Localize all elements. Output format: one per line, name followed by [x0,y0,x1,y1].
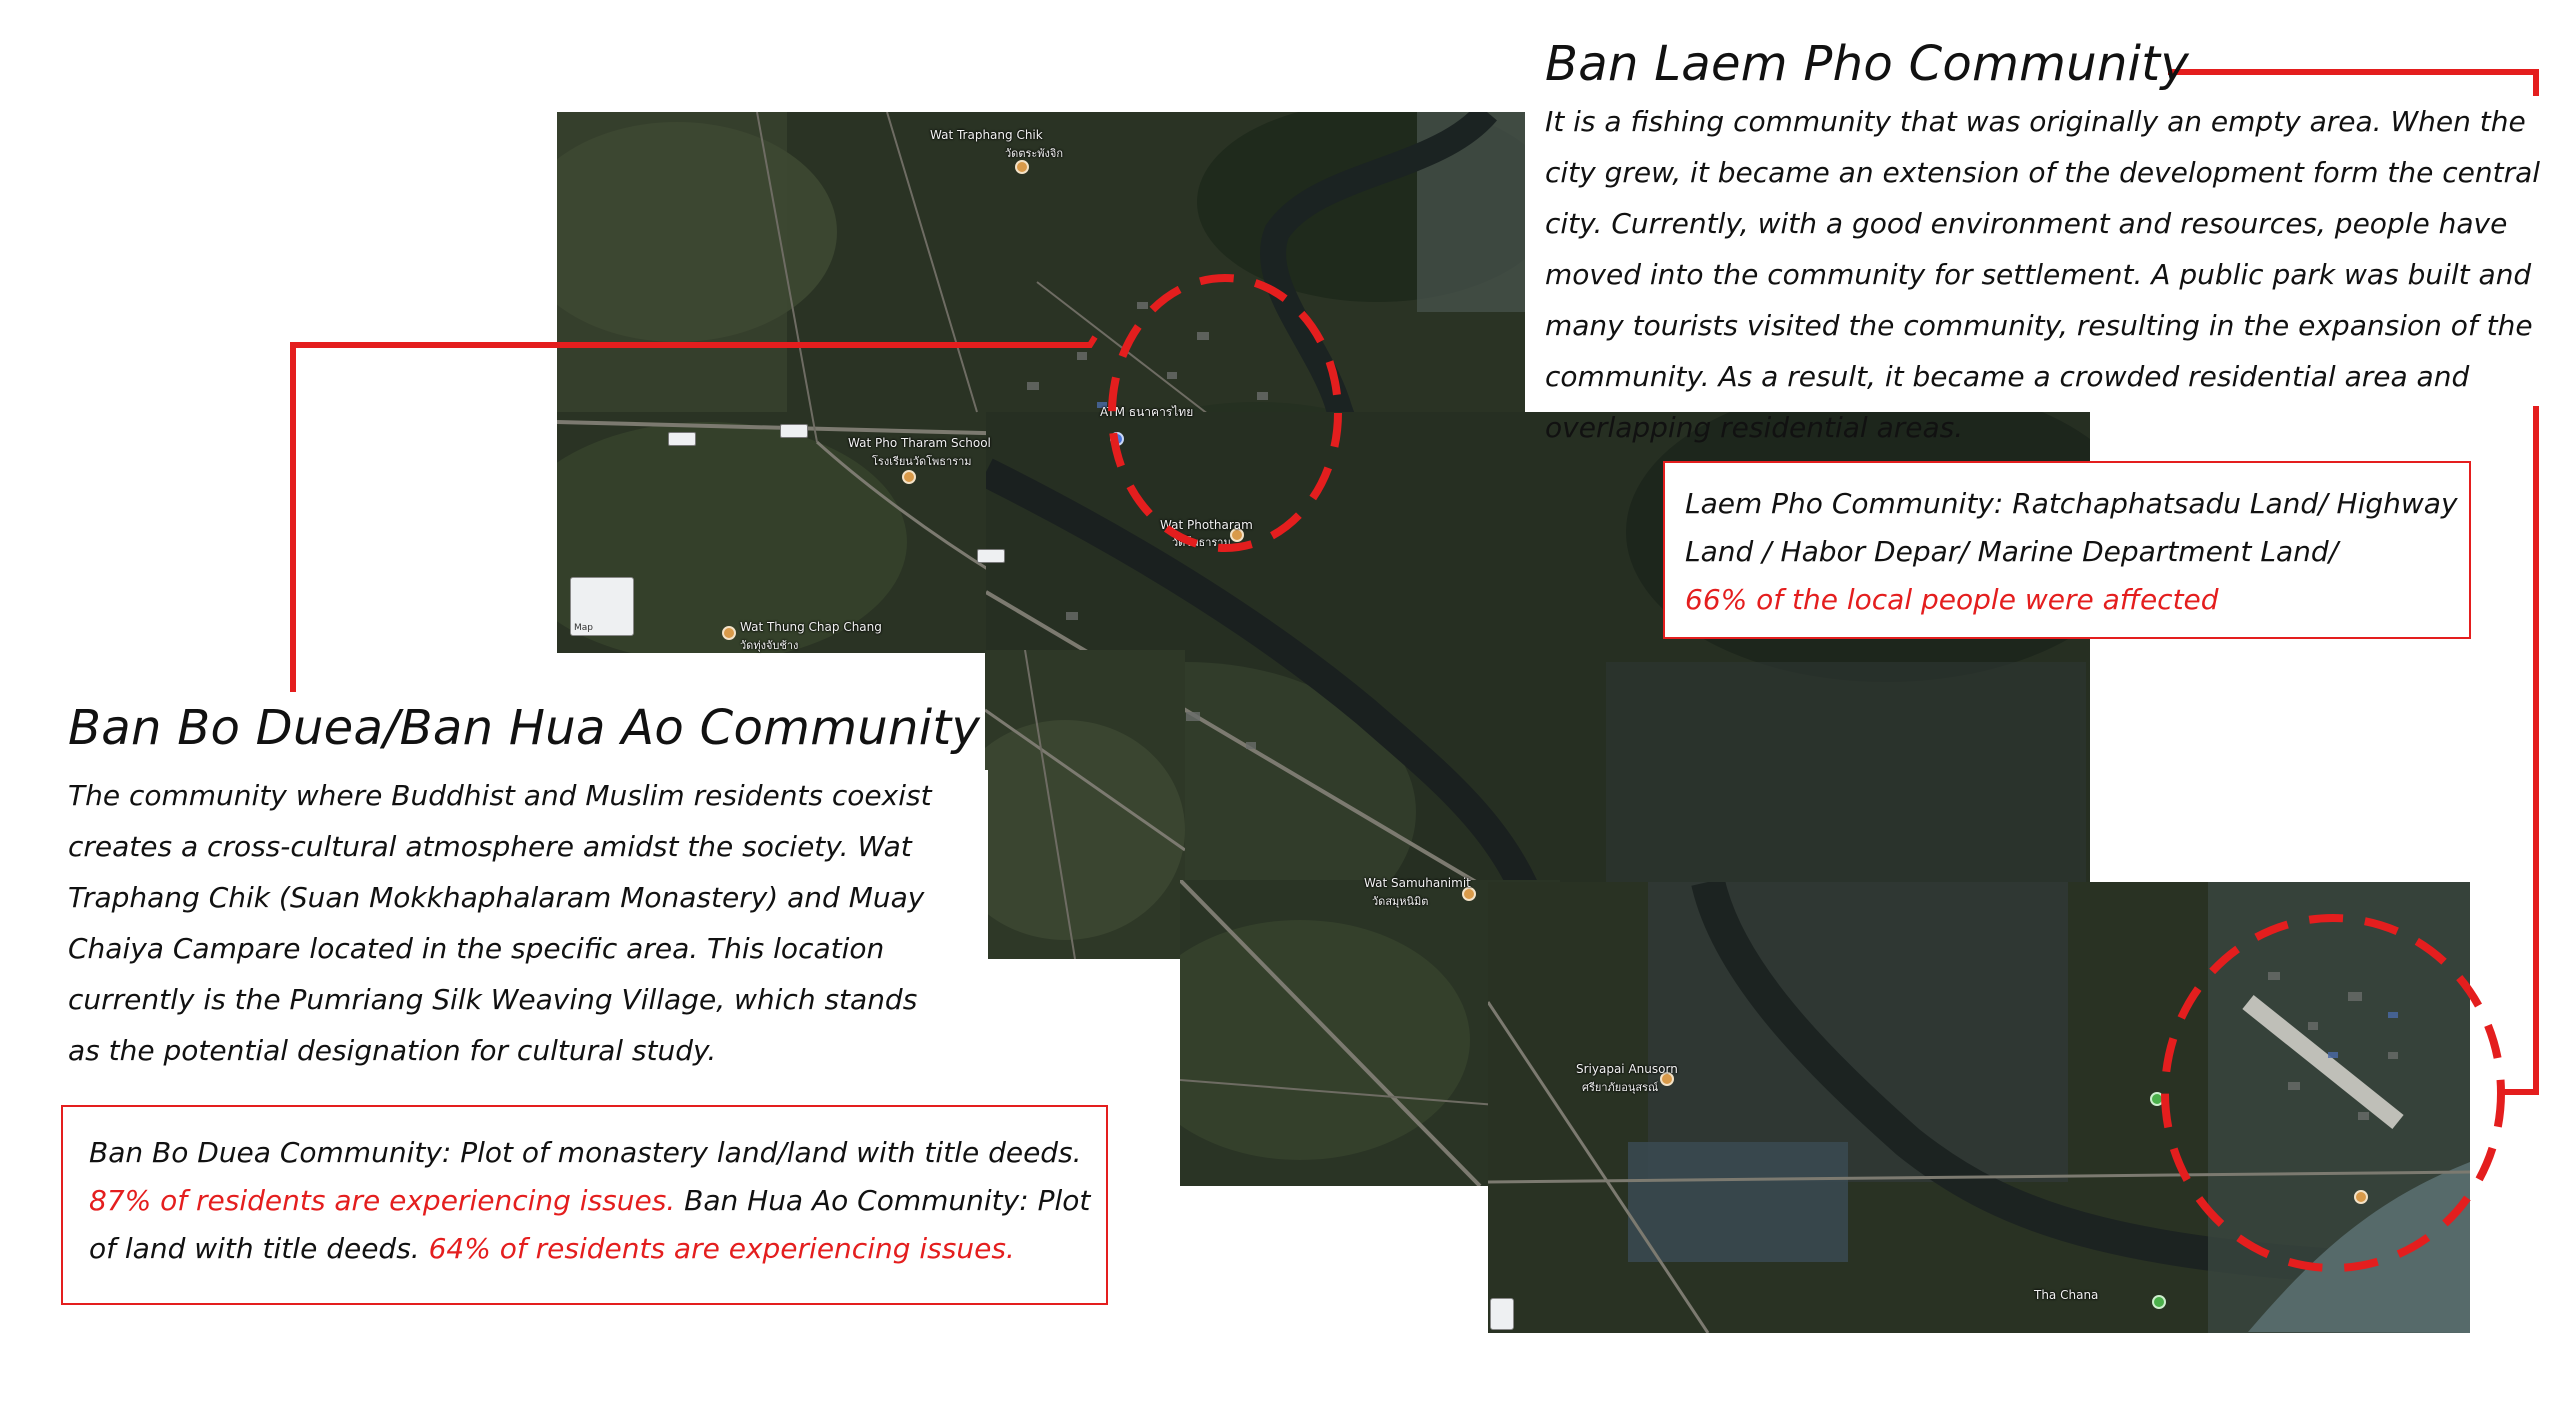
label-wat-thung-chap-chang-th: วัดทุ่งจับช้าง [740,639,799,652]
label-wat-thung-chap-chang: Wat Thung Chap Chang [740,620,882,634]
bo-duea-land-box [61,1105,1108,1305]
laem-pho-affected-stat: 66% of the local people were affected [1685,583,2219,616]
bo-duea-description-line: as the potential designation for cultural study. [68,1034,717,1067]
laem-pho-description-line: city grew, it became an extension of the development form the central [1545,156,2541,189]
laem-pho-description-line: overlapping residential areas. [1545,411,1964,444]
beach-marker-icon [2152,1295,2166,1309]
temple-marker-icon [1015,160,1029,174]
laem-pho-description-line: It is a fishing community that was originally an empty area. When the [1545,105,2526,138]
park-marker-icon [2150,1092,2164,1106]
label-wat-traphang-chik: Wat Traphang Chik [930,128,1043,142]
hua-ao-issues-stat: 64% of residents are experiencing issues. [428,1232,1015,1265]
bo-duea-description-line: Chaiya Campare located in the specific area. This location [68,932,885,965]
label-wat-samuhanimit-th: วัดสมุหนิมิต [1372,895,1429,908]
label-wat-photharam-th: วัดโพธาราม [1172,536,1231,549]
laem-pho-land-box [1663,461,2471,639]
hua-ao-land-text-cont: of land with title deeds. [89,1232,429,1265]
laem-pho-description-line: many tourists visited the community, resulting in the expansion of the [1545,309,2533,342]
laem-pho-title: Ban Laem Pho Community [1545,36,2190,92]
label-wat-photharam: Wat Photharam [1160,518,1253,532]
laem-pho-description-line: city. Currently, with a good environment and resources, people have [1545,207,2508,240]
bo-duea-description-line: creates a cross-cultural atmosphere amidst the society. Wat [68,830,912,863]
laem-pho-description [1545,96,2555,444]
label-wat-traphang-chik-th: วัดตระพังจิก [1005,147,1064,160]
bo-duea-description-line: The community where Buddhist and Muslim residents coexist [68,779,932,812]
bo-duea-description-line: Traphang Chik (Suan Mokkhaphalaram Monastery) and Muay [68,881,925,914]
bo-duea-description-line: currently is the Pumriang Silk Weaving Village, which stands [68,983,918,1016]
route-shield-icon [780,424,808,438]
coast-marker-icon [2354,1190,2368,1204]
laem-pho-land-line: Land / Habor Depar/ Marine Department Land/ [1685,535,2339,568]
map-button-label: Map [574,623,593,633]
hua-ao-land-text: Ban Hua Ao Community: Plot [675,1184,1091,1217]
bo-duea-description [68,770,988,1080]
satellite-imagery-coast [1488,882,2470,1333]
label-sriyapai-th: ศรียาภัยอนุสรณ์ [1582,1081,1659,1094]
satellite-panel-coast [1488,882,2470,1333]
wat-thung-chap-chang-marker-icon [722,626,736,640]
label-sriyapai: Sriyapai Anusorn [1576,1062,1678,1076]
bo-duea-land-line [89,1225,1106,1273]
route-shield-icon [668,432,696,446]
label-atm: ATM ธนาคารไทย [1100,405,1194,419]
map-view-button[interactable] [570,577,634,636]
label-wat-pho-tharam-school: Wat Pho Tharam School [848,436,991,450]
laem-pho-description-line: moved into the community for settlement. A public park was built and [1545,258,2532,291]
map-view-button-south[interactable] [1490,1298,1514,1330]
atm-marker-icon [1110,432,1124,446]
school-marker-icon [902,470,916,484]
label-wat-samuhanimit: Wat Samuhanimit [1364,876,1471,890]
bo-duea-land-line: Ban Bo Duea Community: Plot of monastery land/land with title deeds. [89,1136,1082,1169]
satellite-panel-west-strip [985,650,1185,959]
bo-duea-title: Ban Bo Duea/Ban Hua Ao Community [68,700,981,756]
route-shield-icon [977,549,1005,563]
bo-duea-issues-stat: 87% of residents are experiencing issues. [89,1184,676,1217]
satellite-imagery-west [985,650,1185,959]
bo-duea-land-line [89,1177,1106,1225]
laem-pho-land-line: Laem Pho Community: Ratchaphatsadu Land/ Highway [1685,487,2458,520]
laem-pho-description-line: community. As a result, it became a crowded residential area and [1545,360,2470,393]
label-wat-pho-tharam-school-th: โรงเรียนวัดโพธาราม [872,455,972,468]
label-tha-chana: Tha Chana [2034,1288,2099,1302]
